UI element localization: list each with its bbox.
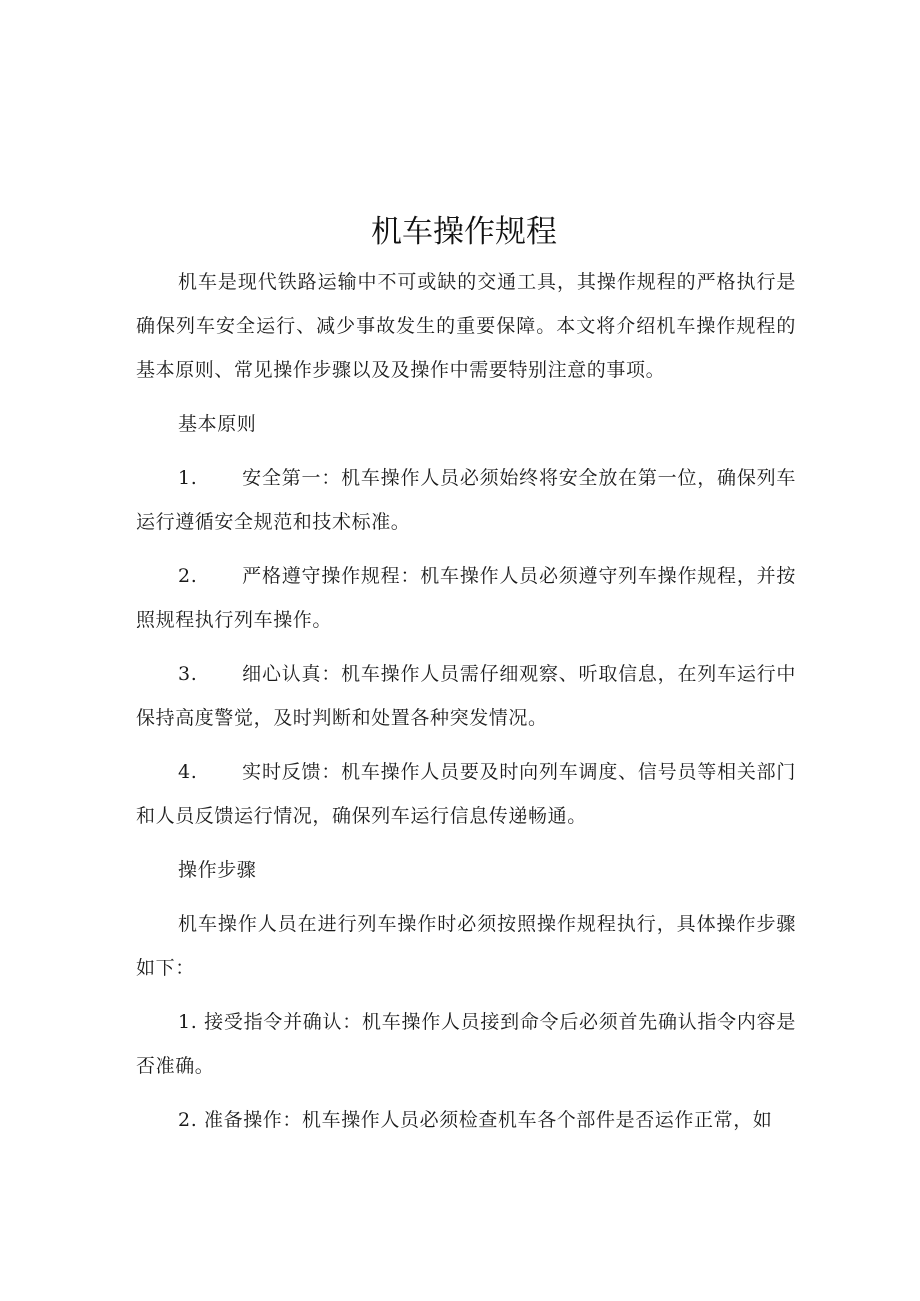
principle-number: 3. xyxy=(178,663,198,685)
principle-number: 1. xyxy=(178,467,198,489)
step-number: 1. xyxy=(178,1011,198,1033)
step-text: 接受指令并确认：机车操作人员接到命令后必须首先确认指令内容是否准确。 xyxy=(136,1011,796,1077)
step-text: 准备操作：机车操作人员必须检查机车各个部件是否运作正常，如 xyxy=(204,1109,773,1131)
intro-paragraph: 机车是现代铁路运输中不可或缺的交通工具，其操作规程的严格执行是确保列车安全运行、减少事故发生的重要保障。本文将介绍机车操作规程的基本原则、常见操作步骤以及及操作中需要特别注意的事项。 xyxy=(136,271,796,381)
principle-text: 安全第一：机车操作人员必须始终将安全放在第一位，确保列车运行遵循安全规范和技术标准。 xyxy=(136,467,796,533)
steps-heading: 操作步骤 xyxy=(178,859,257,881)
principle-item-4 xyxy=(136,750,796,838)
step-number: 2. xyxy=(178,1109,198,1131)
principle-item-1 xyxy=(136,456,796,544)
steps-intro-paragraph: 机车操作人员在进行列车操作时必须按照操作规程执行，具体操作步骤如下： xyxy=(136,913,796,979)
principle-text: 实时反馈：机车操作人员要及时向列车调度、信号员等相关部门和人员反馈运行情况，确保列车运行信息传递畅通。 xyxy=(136,761,796,827)
document-body xyxy=(136,260,796,1142)
principle-text: 细心认真：机车操作人员需仔细观察、听取信息，在列车运行中保持高度警觉，及时判断和处置各种突发情况。 xyxy=(136,663,796,729)
principle-number: 4. xyxy=(178,761,198,783)
principle-number: 2. xyxy=(178,565,198,587)
step-item-2 xyxy=(136,1098,796,1142)
principle-text: 严格遵守操作规程：机车操作人员必须遵守列车操作规程，并按照规程执行列车操作。 xyxy=(136,565,796,631)
principles-heading: 基本原则 xyxy=(178,413,257,435)
step-item-1 xyxy=(136,1000,796,1088)
principle-item-2 xyxy=(136,554,796,642)
principle-item-3 xyxy=(136,652,796,740)
document-title: 机车操作规程 xyxy=(371,214,557,250)
